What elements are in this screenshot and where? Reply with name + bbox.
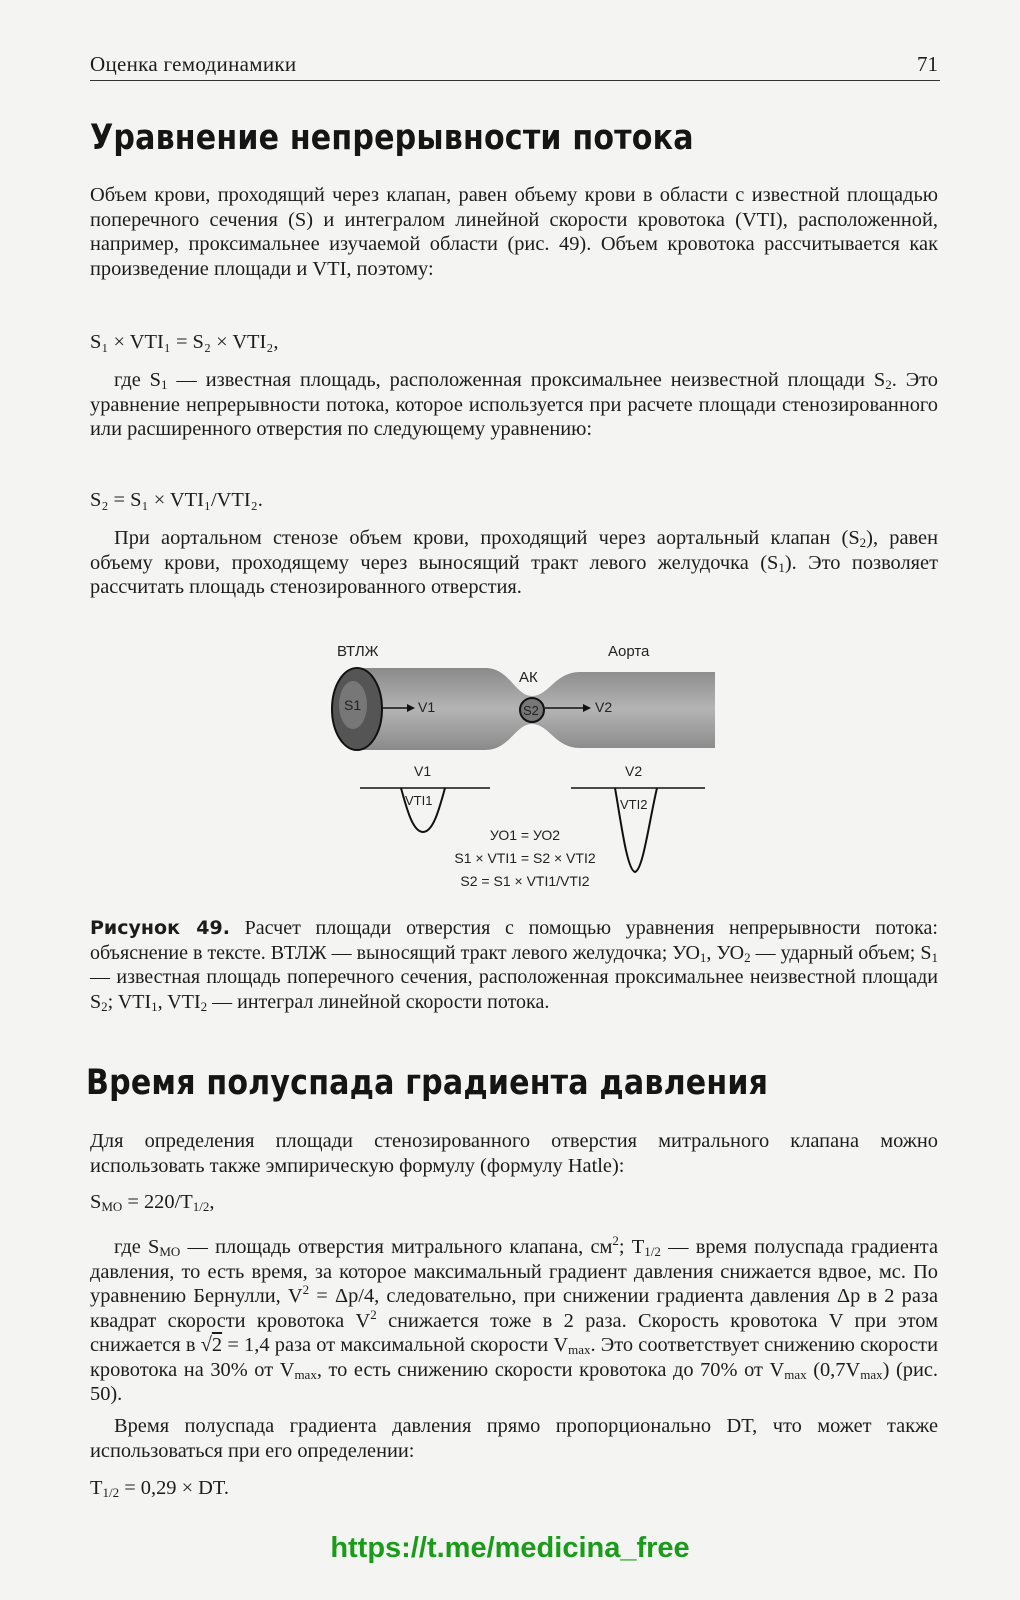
label-vti2: VTI2 [620, 797, 648, 812]
label-v1-doppler: V1 [414, 763, 432, 779]
paragraph-continuity-intro: Объем крови, проходящий через клапан, равен объему крови в области с известной площадью поперечного сечения (S) и интегралом линейной скорости кровотока (VTI), расположенной, например, проксимальнее изучаемой области (рис. 49). Объем кровотока рассчитывается как произведение площади и VTI, поэтому: [90, 184, 938, 280]
section-heading-continuity: Уравнение непрерывности потока [90, 118, 694, 158]
paragraph-dt: Время полуспада градиента давления прямо пропорционально DT, что может также использоваться при его определении: [90, 1415, 938, 1462]
figure-49-caption: Рисунок 49. Расчет площади отверстия с помощью уравнения непрерывности потока: объяснение в тексте. ВТЛЖ — выносящий тракт левого желудочка; $УО_1$, $УО_2$ — ударный объем; $S_1$ — известная площадь поперечного сечения, расположенная проксимальнее неизвестной площади $S_2$; $VTI_1$, $VTI_2$ — интеграл линейной скорости потока. [90, 917, 939, 1014]
label-aorta: Аорта [608, 643, 650, 660]
label-ak: АК [519, 669, 538, 686]
paragraph-hatle-intro: Для определения площади стенозированного отверстия митрального клапана можно использовать также эмпирическую формулу (формулу Hatle): [90, 1130, 938, 1177]
eq-continuity: S1 × VTI1 = S2 × VTI2 [454, 850, 596, 866]
eq-area: S2 = S1 × VTI1/VTI2 [460, 873, 590, 889]
footer-link[interactable]: https://t.me/medicina_free [330, 1532, 690, 1564]
eq-stroke-volume: УО1 = УО2 [489, 827, 561, 843]
label-s1: S1 [344, 697, 362, 713]
formula-hatle: $S_{MO} = 220/T_{1/2}$, [90, 1191, 215, 1214]
label-v2-doppler: V2 [625, 763, 643, 779]
formula-dt: $T_{1/2} = 0,29$ × DT. [90, 1477, 229, 1500]
figure-49-diagram [315, 632, 735, 902]
running-header [90, 46, 940, 81]
page-number: 71 [917, 52, 938, 76]
running-header-title: Оценка гемодинамики [90, 52, 297, 76]
section-heading-half-time: Время полуспада градиента давления [86, 1063, 769, 1103]
formula-continuity: S₁ × VTI₁ = S₂ × VTI₂, [90, 331, 279, 353]
paragraph-half-time-explain: где $S_{MO}$ — площадь отверстия митрального клапана, $см^2$; $T_{1/2}$ — время полуспада градиента давления, то есть время, за которое максимальный градиент давления снижается вдвое, мс. По уравнению Бернулли, $V^2 = \Delta p/4$, следовательно, при снижении градиента давления Δp в 2 раза квадрат скорости кровотока $V^2$ снижается тоже в 2 раза. Скорость кровотока V при этом снижается в √2 = 1,4 раза от максимальной скорости $V_{max}$. Это соответствует снижению скорости кровотока на 30% от $V_{max}$, то есть снижению скорости кровотока до 70% от $V_{max}$ $(0,7V_{max})$ (рис. 50). [90, 1233, 939, 1405]
label-v2-flow: V2 [595, 699, 613, 715]
label-vtlzh: ВТЛЖ [337, 643, 379, 660]
label-v1-flow: V1 [418, 699, 436, 715]
paragraph-continuity-explain: где $S_1$ — известная площадь, расположенная проксимальнее неизвестной площади $S_2$. Это уравнение непрерывности потока, которое используется при расчете площади стенозированного или расширенного отверстия по следующему уравнению: [90, 369, 939, 440]
label-s2: S2 [523, 703, 539, 718]
label-vti1: VTI1 [405, 793, 433, 808]
paragraph-aortic-stenosis: При аортальном стенозе объем крови, проходящий через аортальный клапан $(S_2)$, равен объему крови, проходящему через выносящий тракт левого желудочка $(S_1)$. Это позволяет рассчитать площадь стенозированного отверстия. [90, 527, 939, 598]
formula-area: S₂ = S₁ × VTI₁/VTI₂. [90, 489, 263, 511]
continuity-diagram-svg [315, 632, 735, 902]
figure-label: Рисунок 49. [90, 917, 230, 939]
